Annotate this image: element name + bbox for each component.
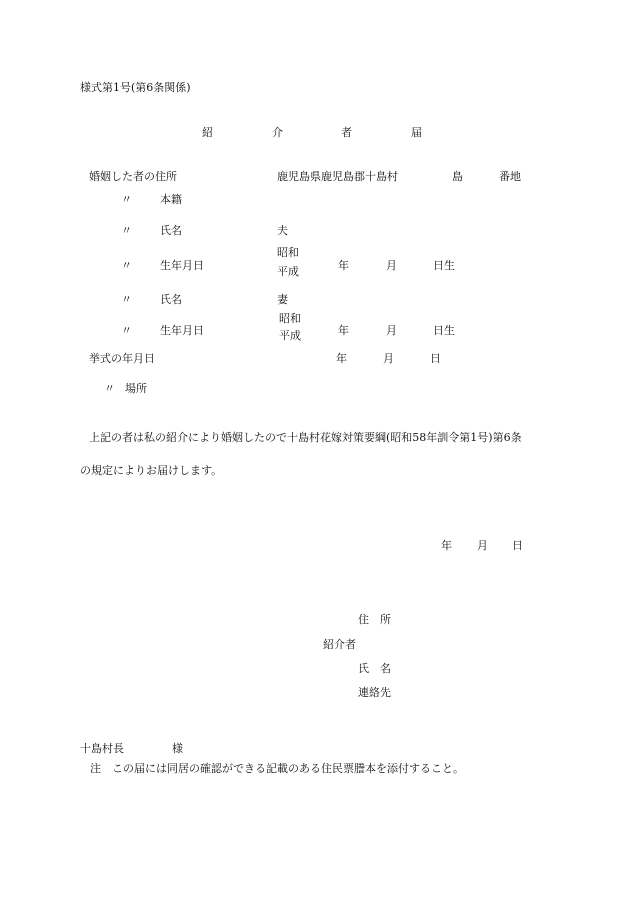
era-heisei: 平成 (277, 265, 299, 278)
birth-month: 月 (386, 259, 397, 272)
wife-label: 妻 (277, 293, 288, 306)
era-showa: 昭和 (277, 246, 299, 259)
residence-label: 婚姻した者の住所 (89, 170, 177, 183)
birth-label-wife: 生年月日 (160, 324, 204, 337)
ditto-mark: 〃 (121, 259, 132, 272)
ceremony-place-label: 場所 (125, 382, 147, 395)
statement-line-1: 上記の者は私の紹介により婚姻したので十島村花嫁対策要綱(昭和58年訓令第1号)第6条 (89, 431, 522, 444)
name-label-wife: 氏名 (160, 293, 182, 306)
birth-day: 日生 (433, 259, 455, 272)
introducer-label: 紹介者 (323, 638, 356, 651)
honseki-label: 本籍 (160, 193, 182, 206)
ditto-mark: 〃 (121, 193, 132, 206)
title-char-2: 介 (272, 126, 283, 139)
submit-month: 月 (477, 539, 488, 552)
title-char-3: 者 (341, 126, 352, 139)
introducer-name-label: 氏 名 (358, 662, 391, 675)
birth-year: 年 (338, 259, 349, 272)
island-label: 島 (452, 170, 463, 183)
birth-year: 年 (338, 324, 349, 337)
ceremony-day: 日 (430, 352, 441, 365)
ceremony-date-label: 挙式の年月日 (89, 352, 155, 365)
ceremony-month: 月 (383, 352, 394, 365)
addressee-mayor: 十島村長 (80, 742, 124, 755)
introducer-address-label: 住 所 (358, 613, 391, 626)
attachment-note: 注 この届には同居の確認ができる記載のある住民票謄本を添付すること。 (90, 762, 464, 775)
birth-month: 月 (386, 324, 397, 337)
era-showa: 昭和 (279, 312, 301, 325)
ditto-mark: 〃 (104, 382, 115, 395)
title-char-4: 届 (411, 126, 422, 139)
ceremony-year: 年 (336, 352, 347, 365)
residence-value: 鹿児島県鹿児島郡十島村 (277, 170, 398, 183)
birth-label-husband: 生年月日 (160, 259, 204, 272)
submit-year: 年 (441, 539, 452, 552)
husband-label: 夫 (277, 224, 288, 237)
addressee-honorific: 様 (172, 742, 183, 755)
statement-line-2: の規定によりお届けします。 (80, 464, 223, 477)
era-heisei: 平成 (279, 329, 301, 342)
ditto-mark: 〃 (121, 224, 132, 237)
name-label-husband: 氏名 (160, 224, 182, 237)
ditto-mark: 〃 (121, 324, 132, 337)
title-char-1: 紹 (202, 126, 213, 139)
lot-label: 番地 (499, 170, 521, 183)
introducer-contact-label: 連絡先 (358, 686, 391, 699)
ditto-mark: 〃 (121, 293, 132, 306)
form-number: 様式第1号(第6条関係) (80, 81, 191, 94)
submit-day: 日 (512, 539, 523, 552)
birth-day: 日生 (433, 324, 455, 337)
